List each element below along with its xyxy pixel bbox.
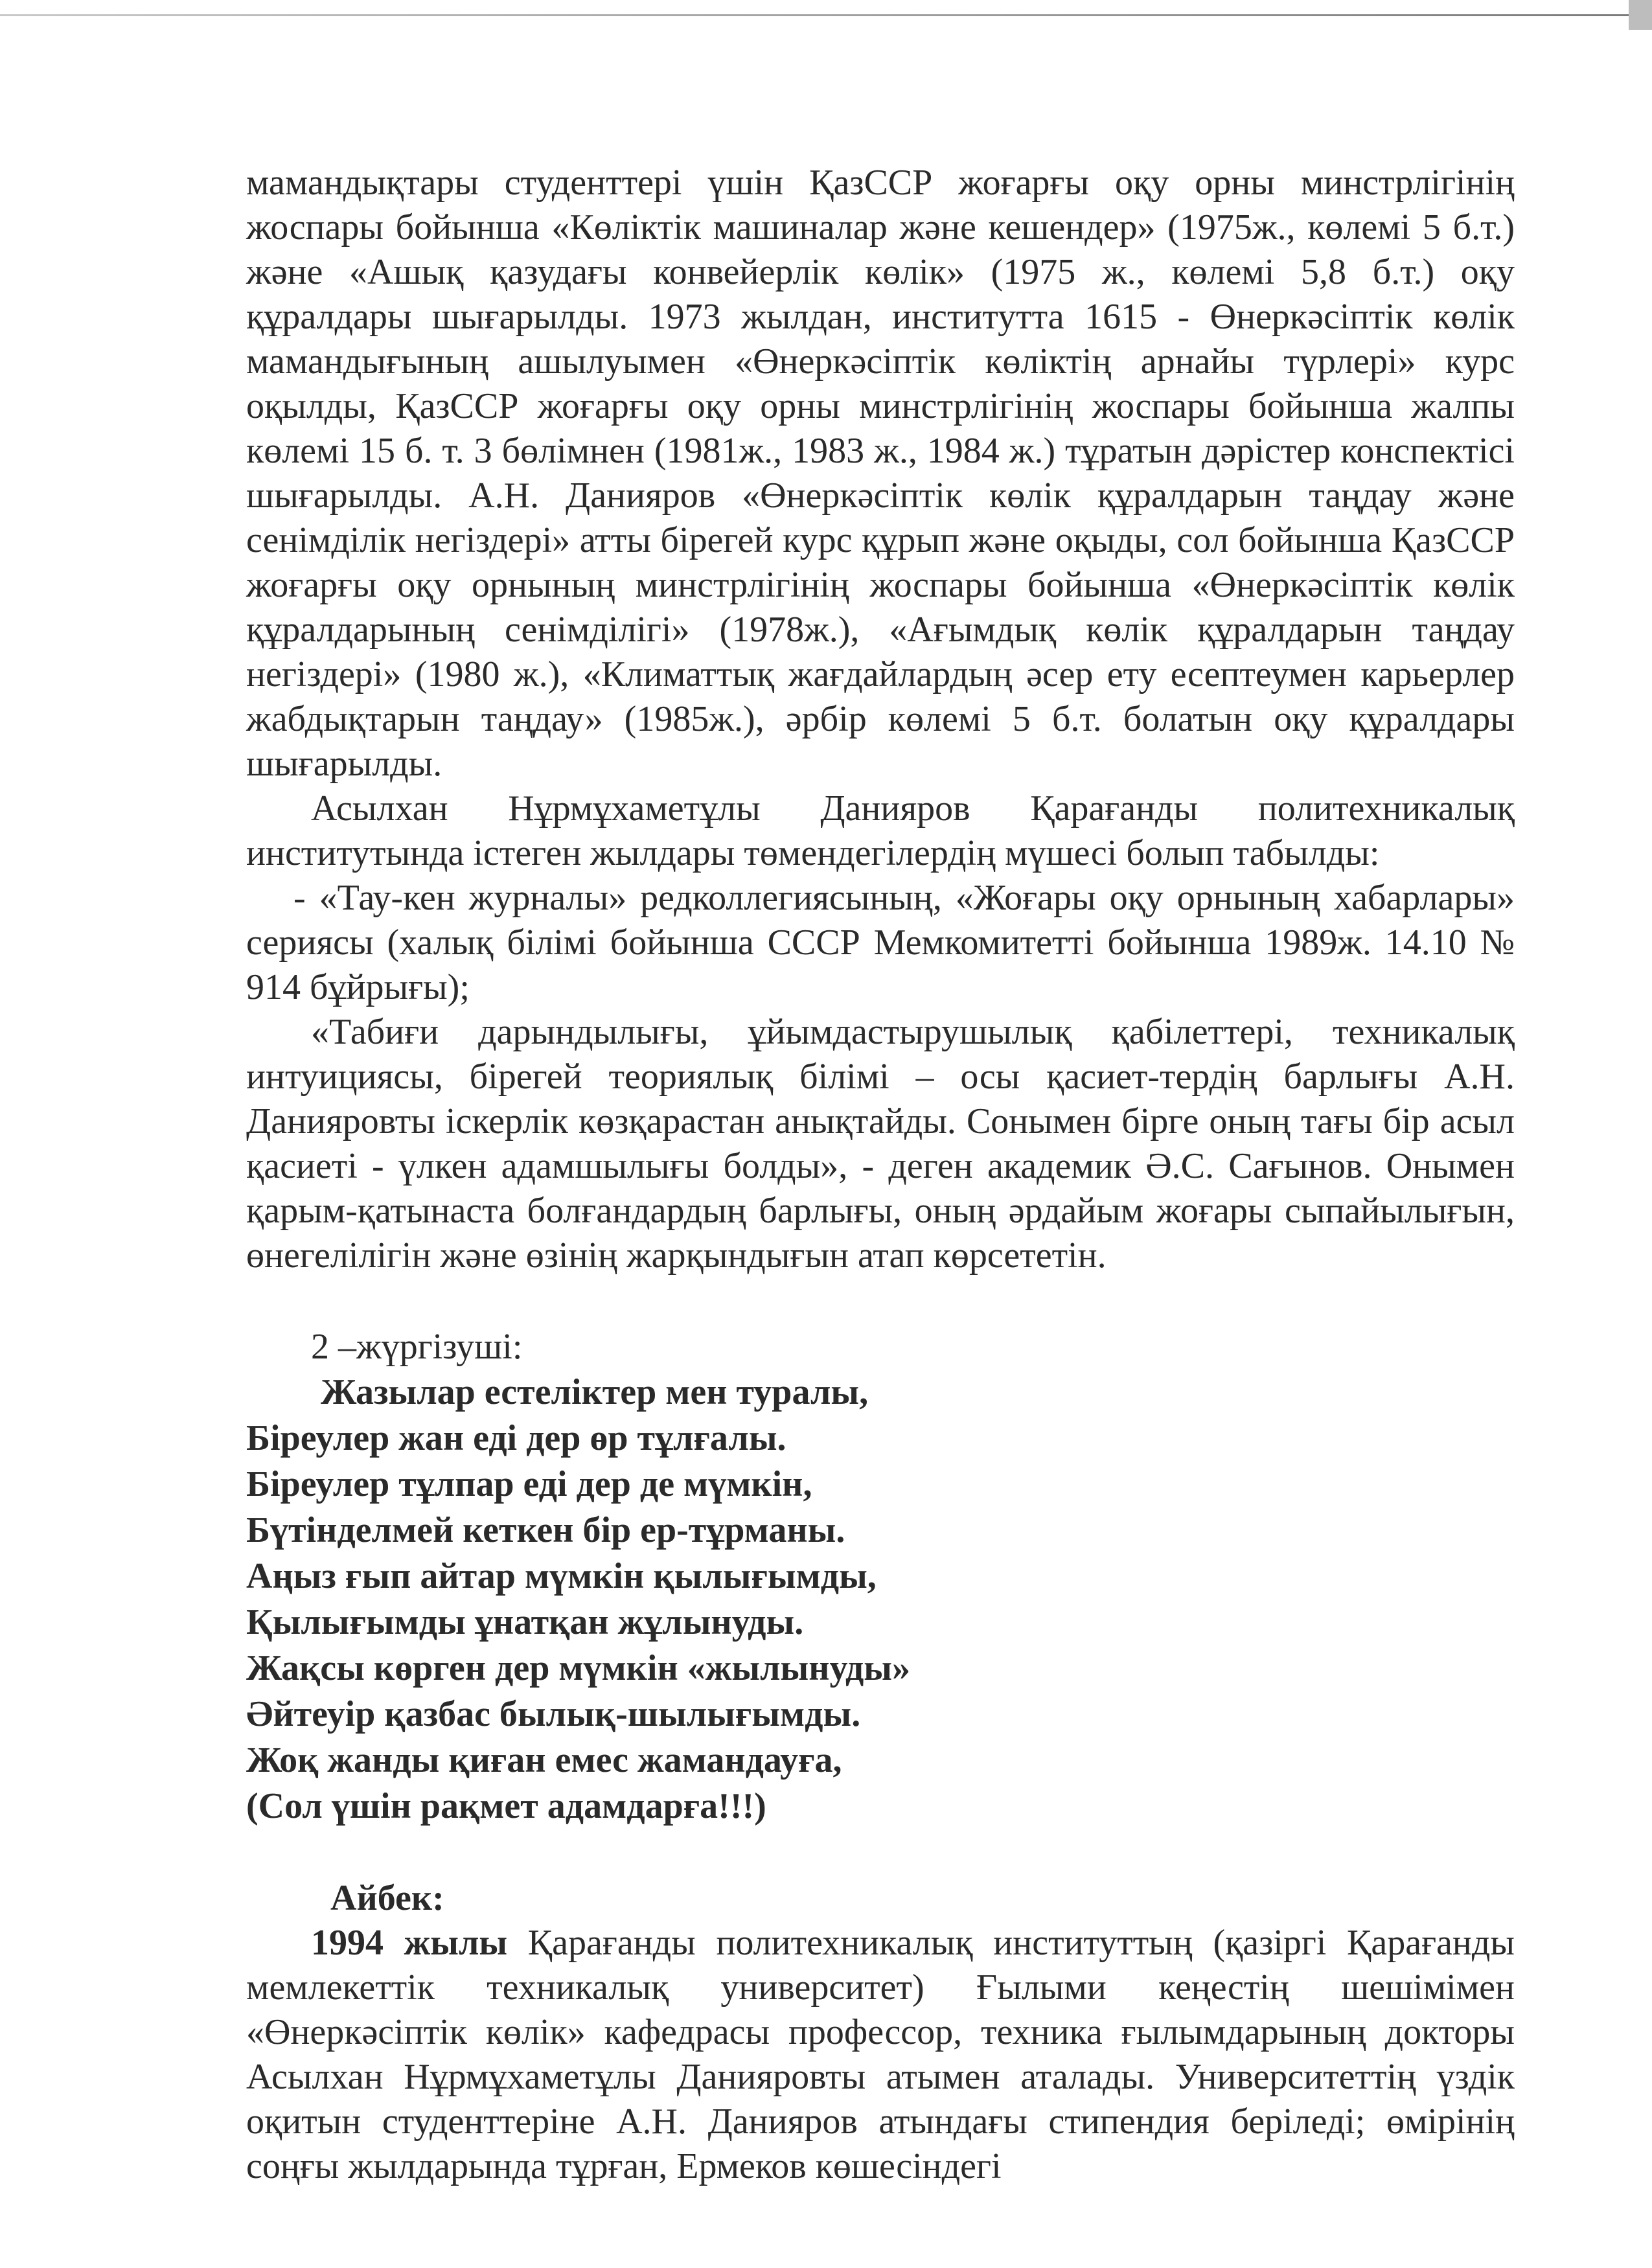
- poem-line: (Сол үшін рақмет адамдарға!!!): [246, 1786, 766, 1826]
- spacer: [246, 1829, 1515, 1876]
- speaker-label-aibek: Айбек:: [330, 1878, 444, 1918]
- paragraph-textbooks: мамандықтары студенттері үшін ҚазССР жоғарғы оқу орны минстрлігінің жоспары бойынша «Көліктік машиналар және кешендер» (1975ж., көлемі 5 б.т.) және «Ашық қазудағы конвейерлік көлік» (1975 ж., көлемі 5,8 б.т.) оқу құралдары шығарылды. 1973 жылдан, институтта 1615 - Өнеркәсіптік көлік мамандығының ашылуымен «Өнеркәсіптік көліктің арнайы түрлері» курс оқылды, ҚазССР жоғарғы оқу орны минстрлігінің жоспары бойынша жалпы көлемі 15 б. т. 3 бөлімнен (1981ж., 1983 ж., 1984 ж.) тұратын дәрістер конспектісі шығарылды. А.Н. Данияров «Өнеркәсіптік көлік құралдарын таңдау және сенімділік негіздері» атты бірегей курс құрып және оқыды, сол бойынша ҚазССР жоғарғы оқу орнының минстрлігінің жоспары бойынша «Өнеркәсіптік көлік құралдарының сенімділігі» (1978ж.), «Ағымдық көлік құралдарын таңдау негіздері» (1980 ж.), «Климаттық жағдайлардың әсер ету есептеумен карьерлер жабдықтарын таңдау» (1985ж.), әрбір көлемі 5 б.т. болатын оқу құралдары шығарылды.: [246, 163, 1515, 784]
- poem-line: Біреулер тұлпар еді дер де мүмкін,: [246, 1464, 812, 1504]
- scan-edge-line: [0, 14, 1652, 16]
- poem-line: Жазылар естеліктер мен туралы,: [321, 1372, 869, 1412]
- poem-line: Аңыз ғып айтар мүмкін қылығымды,: [246, 1556, 877, 1596]
- spacer: [246, 1278, 1515, 1325]
- paragraph-quote: «Табиғи дарындылығы, ұйымдастырушылық қабілеттері, техникалық интуициясы, бірегей теориялық білімі – осы қасиет-тердің барлығы А.Н. Данияровты іскерлік көзқарастан анықтайды. Сонымен бірге оның тағы бір асыл қасиеті - үлкен адамшылығы болды», - деген академик Ә.С. Сағынов. Онымен қарым-қатынаста болғандардың барлығы, оның әрдайым жоғары сыпайылығын, өнегелілігін және өзінің жарқындығын атап көрсететін.: [246, 1012, 1515, 1276]
- poem: [246, 1369, 1515, 1829]
- speaker-label-presenter: 2 –жүргізуші:: [311, 1327, 523, 1367]
- paragraph-membership: Асылхан Нұрмұхаметұлы Данияров Қарағанды политехникалық институтында істеген жылдары төмендегілердің мүшесі болып табылды:: [246, 788, 1515, 873]
- poem-line: Жоқ жанды қиған емес жамандауға,: [246, 1740, 842, 1780]
- poem-line: Әйтеуір қазбас былық-шылығымды.: [246, 1694, 861, 1734]
- poem-line: Қылығымды ұнатқан жұлынуды.: [246, 1602, 804, 1642]
- poem-line: Жақсы көрген дер мүмкін «жылынуды»: [246, 1648, 911, 1688]
- paragraph-1994-lead: 1994 жылы: [311, 1923, 508, 1963]
- paragraph-editorial-boards: - «Тау-кен журналы» редколлегиясының, «Жоғары оқу орнының хабарлары» сериясы (халық білімі бойынша СССР Мемкомитетті бойынша 1989ж. 14.10 № 914 бұйрығы);: [246, 878, 1515, 1007]
- poem-line: Біреулер жан еді дер өр тұлғалы.: [246, 1418, 786, 1458]
- paragraph-1994: [246, 1921, 1515, 2189]
- scan-corner-mark: [1629, 0, 1652, 30]
- document-page: [246, 161, 1515, 2189]
- poem-line: Бүтінделмей кеткен бір ер-тұрманы.: [246, 1510, 845, 1550]
- paragraph-1994-text: Қарағанды политехникалық институттың (қазіргі Қарағанды мемлекеттік техникалық университет) Ғылыми кеңестің шешімімен «Өнеркәсіптік көлік» кафедрасы профессор, техника ғылымдарының докторы Асылхан Нұрмұхаметұлы Данияровты атымен аталады. Университеттің үздік оқитын студенттеріне А.Н. Данияров атындағы стипендия беріледі; өмірінің соңғы жылдарында тұрған, Ермеков көшесіндегі: [246, 1923, 1515, 2186]
